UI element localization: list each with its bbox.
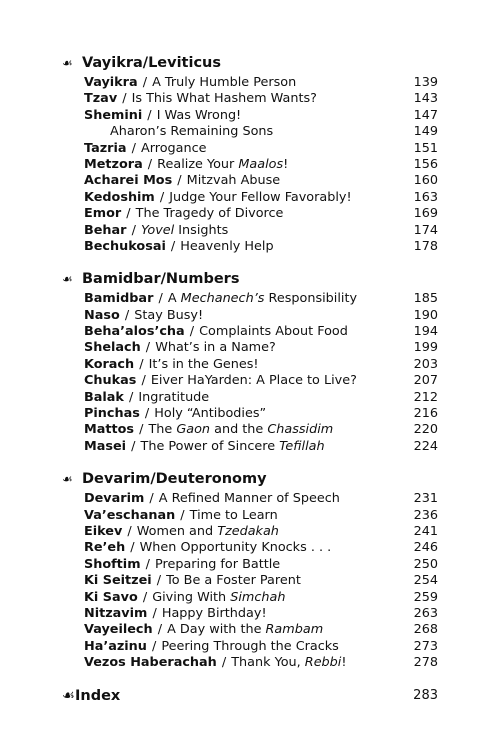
parsha-name: Vayeilech [84, 622, 153, 638]
section-title: Vayikra/Leviticus [82, 55, 222, 71]
toc-entry [84, 606, 438, 622]
toc-entry [84, 524, 438, 540]
parsha-name: Korach [84, 356, 135, 372]
entry-title [84, 108, 241, 124]
entry-subtitle-part: The Power of Sincere [140, 438, 280, 454]
entry-subtitle-part: Giving With [152, 589, 231, 605]
entry-subtitle-part: The Tragedy of Divorce [135, 206, 284, 222]
entry-page-number: 246 [413, 540, 438, 556]
fleuron-icon: ☙ [62, 687, 75, 704]
entry-page-number: 268 [413, 622, 438, 638]
parsha-name: Eikev [84, 523, 123, 539]
toc-entry [84, 308, 438, 324]
index-page-number: 283 [413, 688, 438, 703]
entry-subtitle-part: Insights [174, 222, 229, 238]
parsha-name: Vezos Haberachah [84, 655, 217, 671]
entry-subtitle-part: Eiver HaYarden: A Place to Live? [150, 373, 357, 389]
entry-page-number: 149 [413, 124, 438, 140]
entry-subtitle-part: Aharon’s Remaining Sons [110, 124, 274, 140]
title-separator: / [147, 638, 161, 654]
toc-entry [84, 190, 438, 206]
title-separator: / [123, 523, 136, 539]
toc-entry [84, 141, 438, 157]
entry-subtitle-part: A Refined Manner of Speech [158, 491, 340, 507]
entry-title [84, 606, 267, 622]
title-separator: / [185, 324, 199, 340]
entry-title [84, 540, 331, 556]
title-separator: / [141, 340, 155, 356]
title-separator: / [124, 389, 138, 405]
entry-title [84, 557, 280, 573]
entry-subtitle-part: Thank You, [231, 655, 305, 671]
fleuron-icon: ☙ [62, 472, 73, 487]
entry-title [84, 508, 278, 524]
entry-subtitle-part: Tefillah [279, 438, 325, 454]
entry-subtitle-part: Stay Busy! [134, 307, 204, 323]
entry-title [84, 308, 203, 324]
entry-page-number: 156 [413, 156, 438, 172]
title-separator: / [143, 107, 156, 123]
entry-subtitle-part: The [148, 422, 177, 438]
entry-subtitle-part: Judge Your Fellow Favorably! [169, 189, 352, 205]
entry-page-number: 190 [413, 307, 438, 323]
entry-page-number: 241 [413, 523, 438, 539]
section-heading [62, 268, 438, 290]
title-separator: / [217, 655, 231, 671]
parsha-name: Naso [84, 307, 120, 323]
entry-subtitle-part: What’s in a Name? [155, 340, 276, 356]
parsha-name: Vayikra [84, 75, 138, 90]
entry-page-number: 254 [413, 573, 438, 589]
title-separator: / [127, 222, 140, 238]
parsha-name: Ki Savo [84, 589, 138, 605]
title-separator: / [145, 491, 158, 507]
entry-subtitle-part: Rebbi [304, 655, 342, 671]
entry-subtitle-part: Heavenly Help [180, 238, 274, 254]
entry-subtitle-part: Ingratitude [138, 389, 210, 405]
entry-title [84, 223, 228, 239]
entry-title [84, 157, 288, 173]
entry-title [84, 141, 207, 157]
toc-entry [84, 390, 438, 406]
title-separator: / [154, 291, 167, 307]
entry-subtitle-part: Rambam [265, 622, 324, 638]
title-separator: / [141, 556, 154, 572]
entry-subtitle-part: Preparing for Battle [154, 556, 281, 572]
entry-list [62, 75, 438, 255]
title-separator: / [152, 573, 166, 589]
entry-subtitle-part: Maalos [238, 156, 284, 172]
parsha-name: Emor [84, 206, 122, 222]
parsha-name: Beha’alos’cha [84, 324, 185, 340]
toc-entry [84, 639, 438, 655]
entry-title [84, 206, 283, 222]
entry-subtitle-part: Mechanech’s [180, 291, 265, 307]
section-heading [62, 52, 438, 74]
entry-page-number: 151 [413, 140, 438, 156]
entry-page-number: 250 [413, 556, 438, 572]
parsha-name: Kedoshim [84, 189, 155, 205]
parsha-name: Shelach [84, 340, 141, 356]
toc-entry [84, 108, 438, 124]
parsha-name: Shoftim [84, 556, 141, 572]
toc-entry [84, 622, 438, 638]
entry-title [84, 622, 323, 638]
parsha-name: Va’eschanan [84, 507, 176, 523]
entry-title [84, 524, 279, 540]
entry-page-number: 199 [413, 340, 438, 356]
title-separator: / [135, 422, 148, 438]
entry-subtitle-part: Arrogance [140, 140, 207, 156]
entry-subtitle-part: Complaints About Food [199, 324, 348, 340]
entry-title [84, 340, 276, 356]
entry-subtitle-part: A Day with the [167, 622, 266, 638]
entry-title [84, 291, 357, 307]
entry-page-number: 143 [413, 91, 438, 107]
title-separator: / [138, 589, 152, 605]
entry-title [84, 590, 285, 606]
entry-page-number: 224 [413, 438, 438, 454]
entry-page-number: 174 [413, 222, 438, 238]
entry-title [84, 190, 352, 206]
parsha-name: Bamidbar [84, 291, 154, 307]
title-separator: / [140, 406, 154, 422]
entry-subtitle-part: ! [341, 655, 347, 671]
title-separator: / [127, 140, 140, 156]
entry-page-number: 273 [413, 638, 438, 654]
entry-subtitle-part: Women and [136, 523, 218, 539]
entry-subtitle-part: Simchah [230, 589, 286, 605]
entry-list [62, 491, 438, 671]
entry-subtitle-part: ! [283, 156, 289, 172]
entry-page-number: 216 [413, 406, 438, 422]
entry-subtitle-part: When Opportunity Knocks . . . [139, 540, 332, 556]
entry-subtitle-part: and the [210, 422, 268, 438]
index-label-wrap [62, 688, 120, 704]
entry-subtitle-part: I Was Wrong! [156, 107, 242, 123]
entry-subtitle-part: To Be a Foster Parent [166, 573, 301, 589]
parsha-name: Tazria [84, 140, 127, 156]
entry-page-number: 139 [413, 75, 438, 90]
parsha-name: Nitzavim [84, 605, 148, 621]
entry-subtitle-part: Is This What Hashem Wants? [131, 91, 317, 107]
toc-entry [84, 223, 438, 239]
entry-page-number: 185 [413, 291, 438, 307]
entry-title [84, 357, 259, 373]
title-separator: / [126, 540, 139, 556]
title-separator: / [173, 173, 186, 189]
entry-page-number: 203 [413, 356, 438, 372]
fleuron-icon: ☙ [62, 56, 73, 70]
parsha-name: Bechukosai [84, 238, 166, 254]
title-separator: / [127, 438, 140, 454]
entry-page-number: 259 [413, 589, 438, 605]
toc-entry [84, 406, 438, 422]
index-label: Index [75, 687, 121, 704]
entry-title [84, 75, 296, 91]
parsha-name: Devarim [84, 491, 145, 507]
toc-entry [84, 508, 438, 524]
entry-title [84, 239, 274, 255]
title-separator: / [137, 373, 150, 389]
entry-page-number: 207 [413, 373, 438, 389]
entry-subtitle-part: Peering Through the Cracks [161, 638, 339, 654]
entry-subtitle-part: Realize Your [157, 156, 239, 172]
entry-page-number: 163 [413, 189, 438, 205]
entry-page-number: 278 [413, 655, 438, 671]
parsha-name: Chukas [84, 373, 137, 389]
parsha-name: Re’eh [84, 540, 126, 556]
toc-entry [84, 157, 438, 173]
entry-title [84, 655, 347, 671]
parsha-name: Shemini [84, 107, 143, 123]
entry-page-number: 231 [413, 491, 438, 507]
toc-entry [84, 573, 438, 589]
entry-subtitle-part: A [167, 291, 181, 307]
entry-title [84, 422, 333, 438]
index-entry [62, 685, 438, 707]
title-separator: / [122, 206, 135, 222]
toc-entry [84, 206, 438, 222]
entry-subtitle-part: Happy Birthday! [161, 605, 267, 621]
entry-title [84, 406, 266, 422]
toc-entry [84, 291, 438, 307]
entry-title [84, 324, 348, 340]
toc-entry [84, 124, 438, 140]
title-separator: / [155, 189, 169, 205]
parsha-name: Behar [84, 222, 127, 238]
parsha-name: Acharei Mos [84, 173, 173, 189]
entry-page-number: 212 [413, 389, 438, 405]
toc-entry [84, 655, 438, 671]
toc-entry [84, 590, 438, 606]
entry-title [84, 390, 209, 406]
toc-entry [84, 324, 438, 340]
title-separator: / [153, 622, 167, 638]
entry-subtitle-part: Tzedakah [217, 523, 279, 539]
entry-title [84, 173, 280, 189]
fleuron-icon: ☙ [62, 272, 73, 287]
entry-subtitle-part: Responsibility [264, 291, 358, 307]
entry-page-number: 160 [413, 173, 438, 189]
title-separator: / [138, 75, 152, 90]
toc-entry [84, 540, 438, 556]
toc-entry [84, 340, 438, 356]
parsha-name: Metzora [84, 156, 143, 172]
parsha-name: Balak [84, 389, 124, 405]
title-separator: / [176, 507, 189, 523]
entry-subtitle-part: A Truly Humble Person [152, 75, 297, 90]
entry-list [62, 291, 438, 455]
entry-page-number: 178 [413, 238, 438, 254]
title-separator: / [143, 156, 157, 172]
entry-subtitle-part: Chassidim [267, 422, 334, 438]
entry-page-number: 147 [413, 107, 438, 123]
entry-title [84, 639, 339, 655]
entry-title [84, 573, 301, 589]
entry-subtitle-part: Time to Learn [189, 507, 278, 523]
parsha-name: Ha’azinu [84, 638, 147, 654]
title-separator: / [135, 356, 148, 372]
entry-subtitle-part: It’s in the Genes! [148, 356, 259, 372]
toc-entry [84, 173, 438, 189]
entry-title [84, 373, 357, 389]
toc-sections [62, 52, 438, 672]
parsha-name: Pinchas [84, 406, 140, 422]
parsha-name: Mattos [84, 422, 135, 438]
toc-section [62, 52, 438, 255]
section-heading [62, 468, 438, 490]
toc-entry [84, 439, 438, 455]
entry-page-number: 169 [413, 206, 438, 222]
entry-subtitle-part: Holy “Antibodies” [154, 406, 267, 422]
entry-page-number: 194 [413, 324, 438, 340]
section-title: Devarim/Deuteronomy [82, 471, 267, 488]
section-title: Bamidbar/Numbers [82, 271, 240, 288]
toc-entry [84, 373, 438, 389]
entry-title [84, 91, 317, 107]
parsha-name: Ki Seitzei [84, 573, 152, 589]
entry-subtitle-part: Yovel [140, 222, 175, 238]
entry-subtitle-part: Mitzvah Abuse [186, 173, 281, 189]
toc-section [62, 468, 438, 671]
entry-subtitle-part: Gaon [176, 422, 211, 438]
entry-title [84, 124, 273, 140]
title-separator: / [148, 605, 161, 621]
entry-title [84, 491, 340, 507]
toc-entry [84, 357, 438, 373]
title-separator: / [166, 238, 180, 254]
toc-entry [84, 239, 438, 255]
entry-title [84, 439, 325, 455]
parsha-name: Tzav [84, 91, 118, 107]
toc-entry [84, 491, 438, 507]
title-separator: / [120, 307, 134, 323]
title-separator: / [118, 91, 131, 107]
entry-page-number: 220 [413, 422, 438, 438]
entry-page-number: 263 [413, 605, 438, 621]
parsha-name: Masei [84, 438, 127, 454]
toc-entry [84, 91, 438, 107]
toc-section [62, 268, 438, 455]
toc-entry [84, 75, 438, 91]
entry-page-number: 236 [413, 507, 438, 523]
toc-entry [84, 422, 438, 438]
toc-entry [84, 557, 438, 573]
